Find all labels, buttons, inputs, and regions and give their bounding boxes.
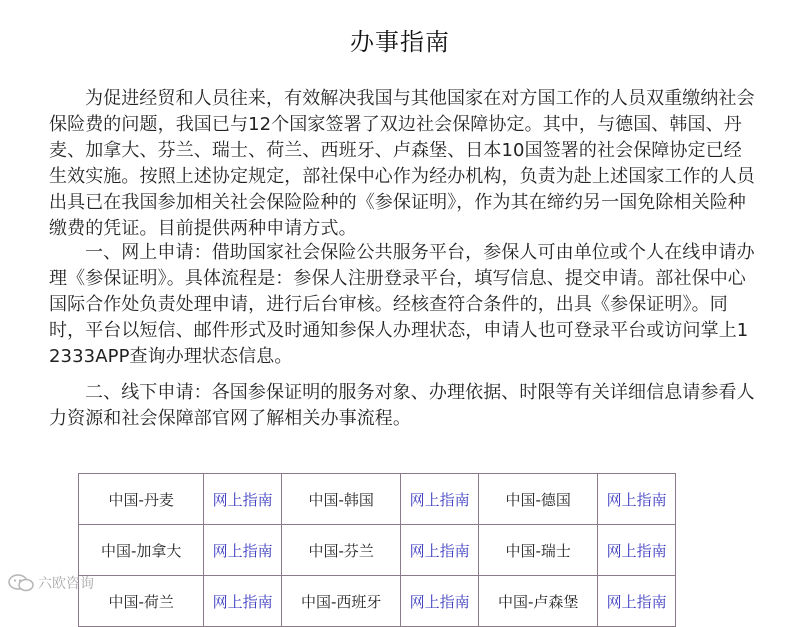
- online-guide-link[interactable]: 网上指南: [401, 576, 479, 627]
- online-guide-link[interactable]: 网上指南: [598, 474, 676, 525]
- watermark: [8, 573, 94, 593]
- table-row: [79, 576, 676, 627]
- country-pair-cell: 中国-德国: [478, 474, 597, 525]
- wechat-logo-icon: [8, 574, 34, 592]
- online-application-paragraph: 一、网上申请：借助国家社会保险公共服务平台，参保人可由单位或个人在线申请办理《参保证明》。具体流程是：参保人注册登录平台，填写信息、提交申请。部社保中心国际合作处负责处理申请，进行后台审核。经核查符合条件的，出具《参保证明》。同时，平台以短信、邮件形式及时通知参保人办理状态，申请人也可登录平台或访问掌上12333APP查询办理状态信息。: [49, 242, 755, 367]
- table-row: [79, 525, 676, 576]
- country-pair-cell: 中国-卢森堡: [478, 576, 597, 627]
- online-guide-link[interactable]: 网上指南: [204, 474, 282, 525]
- agreement-guide-table: [78, 473, 676, 627]
- country-pair-cell: 中国-西班牙: [281, 576, 400, 627]
- country-pair-cell: 中国-瑞士: [478, 525, 597, 576]
- watermark-text: 六欧咨询: [38, 576, 94, 592]
- intro-paragraph: 为促进经贸和人员往来，有效解决我国与其他国家在对方国工作的人员双重缴纳社会保险费的问题，我国已与12个国家签署了双边社会保障协定。其中，与德国、韩国、丹麦、加拿大、芬兰、瑞士、荷兰、西班牙、卢森堡、日本10国签署的社会保障协定已经生效实施。按照上述协定规定，部社保中心作为经办机构，负责为赴上述国家工作的人员出具已在我国参加相关社会保险险种的《参保证明》，作为其在缔约另一国免除相关险种缴费的凭证。目前提供两种申请方式。: [49, 88, 755, 239]
- online-guide-link[interactable]: 网上指南: [598, 525, 676, 576]
- online-guide-link[interactable]: 网上指南: [204, 525, 282, 576]
- page-title: 办事指南: [350, 28, 450, 56]
- country-pair-cell: 中国-加拿大: [79, 525, 204, 576]
- country-pair-cell: 中国-丹麦: [79, 474, 204, 525]
- country-pair-cell: 中国-荷兰: [79, 576, 204, 627]
- country-pair-cell: 中国-韩国: [281, 474, 400, 525]
- offline-application-paragraph: 二、线下申请：各国参保证明的服务对象、办理依据、时限等有关详细信息请参看人力资源和社会保障部官网了解相关办事流程。: [49, 382, 755, 429]
- online-guide-link[interactable]: 网上指南: [598, 576, 676, 627]
- online-guide-link[interactable]: 网上指南: [401, 525, 479, 576]
- table-row: [79, 474, 676, 525]
- online-guide-link[interactable]: 网上指南: [204, 576, 282, 627]
- online-guide-link[interactable]: 网上指南: [401, 474, 479, 525]
- country-pair-cell: 中国-芬兰: [281, 525, 400, 576]
